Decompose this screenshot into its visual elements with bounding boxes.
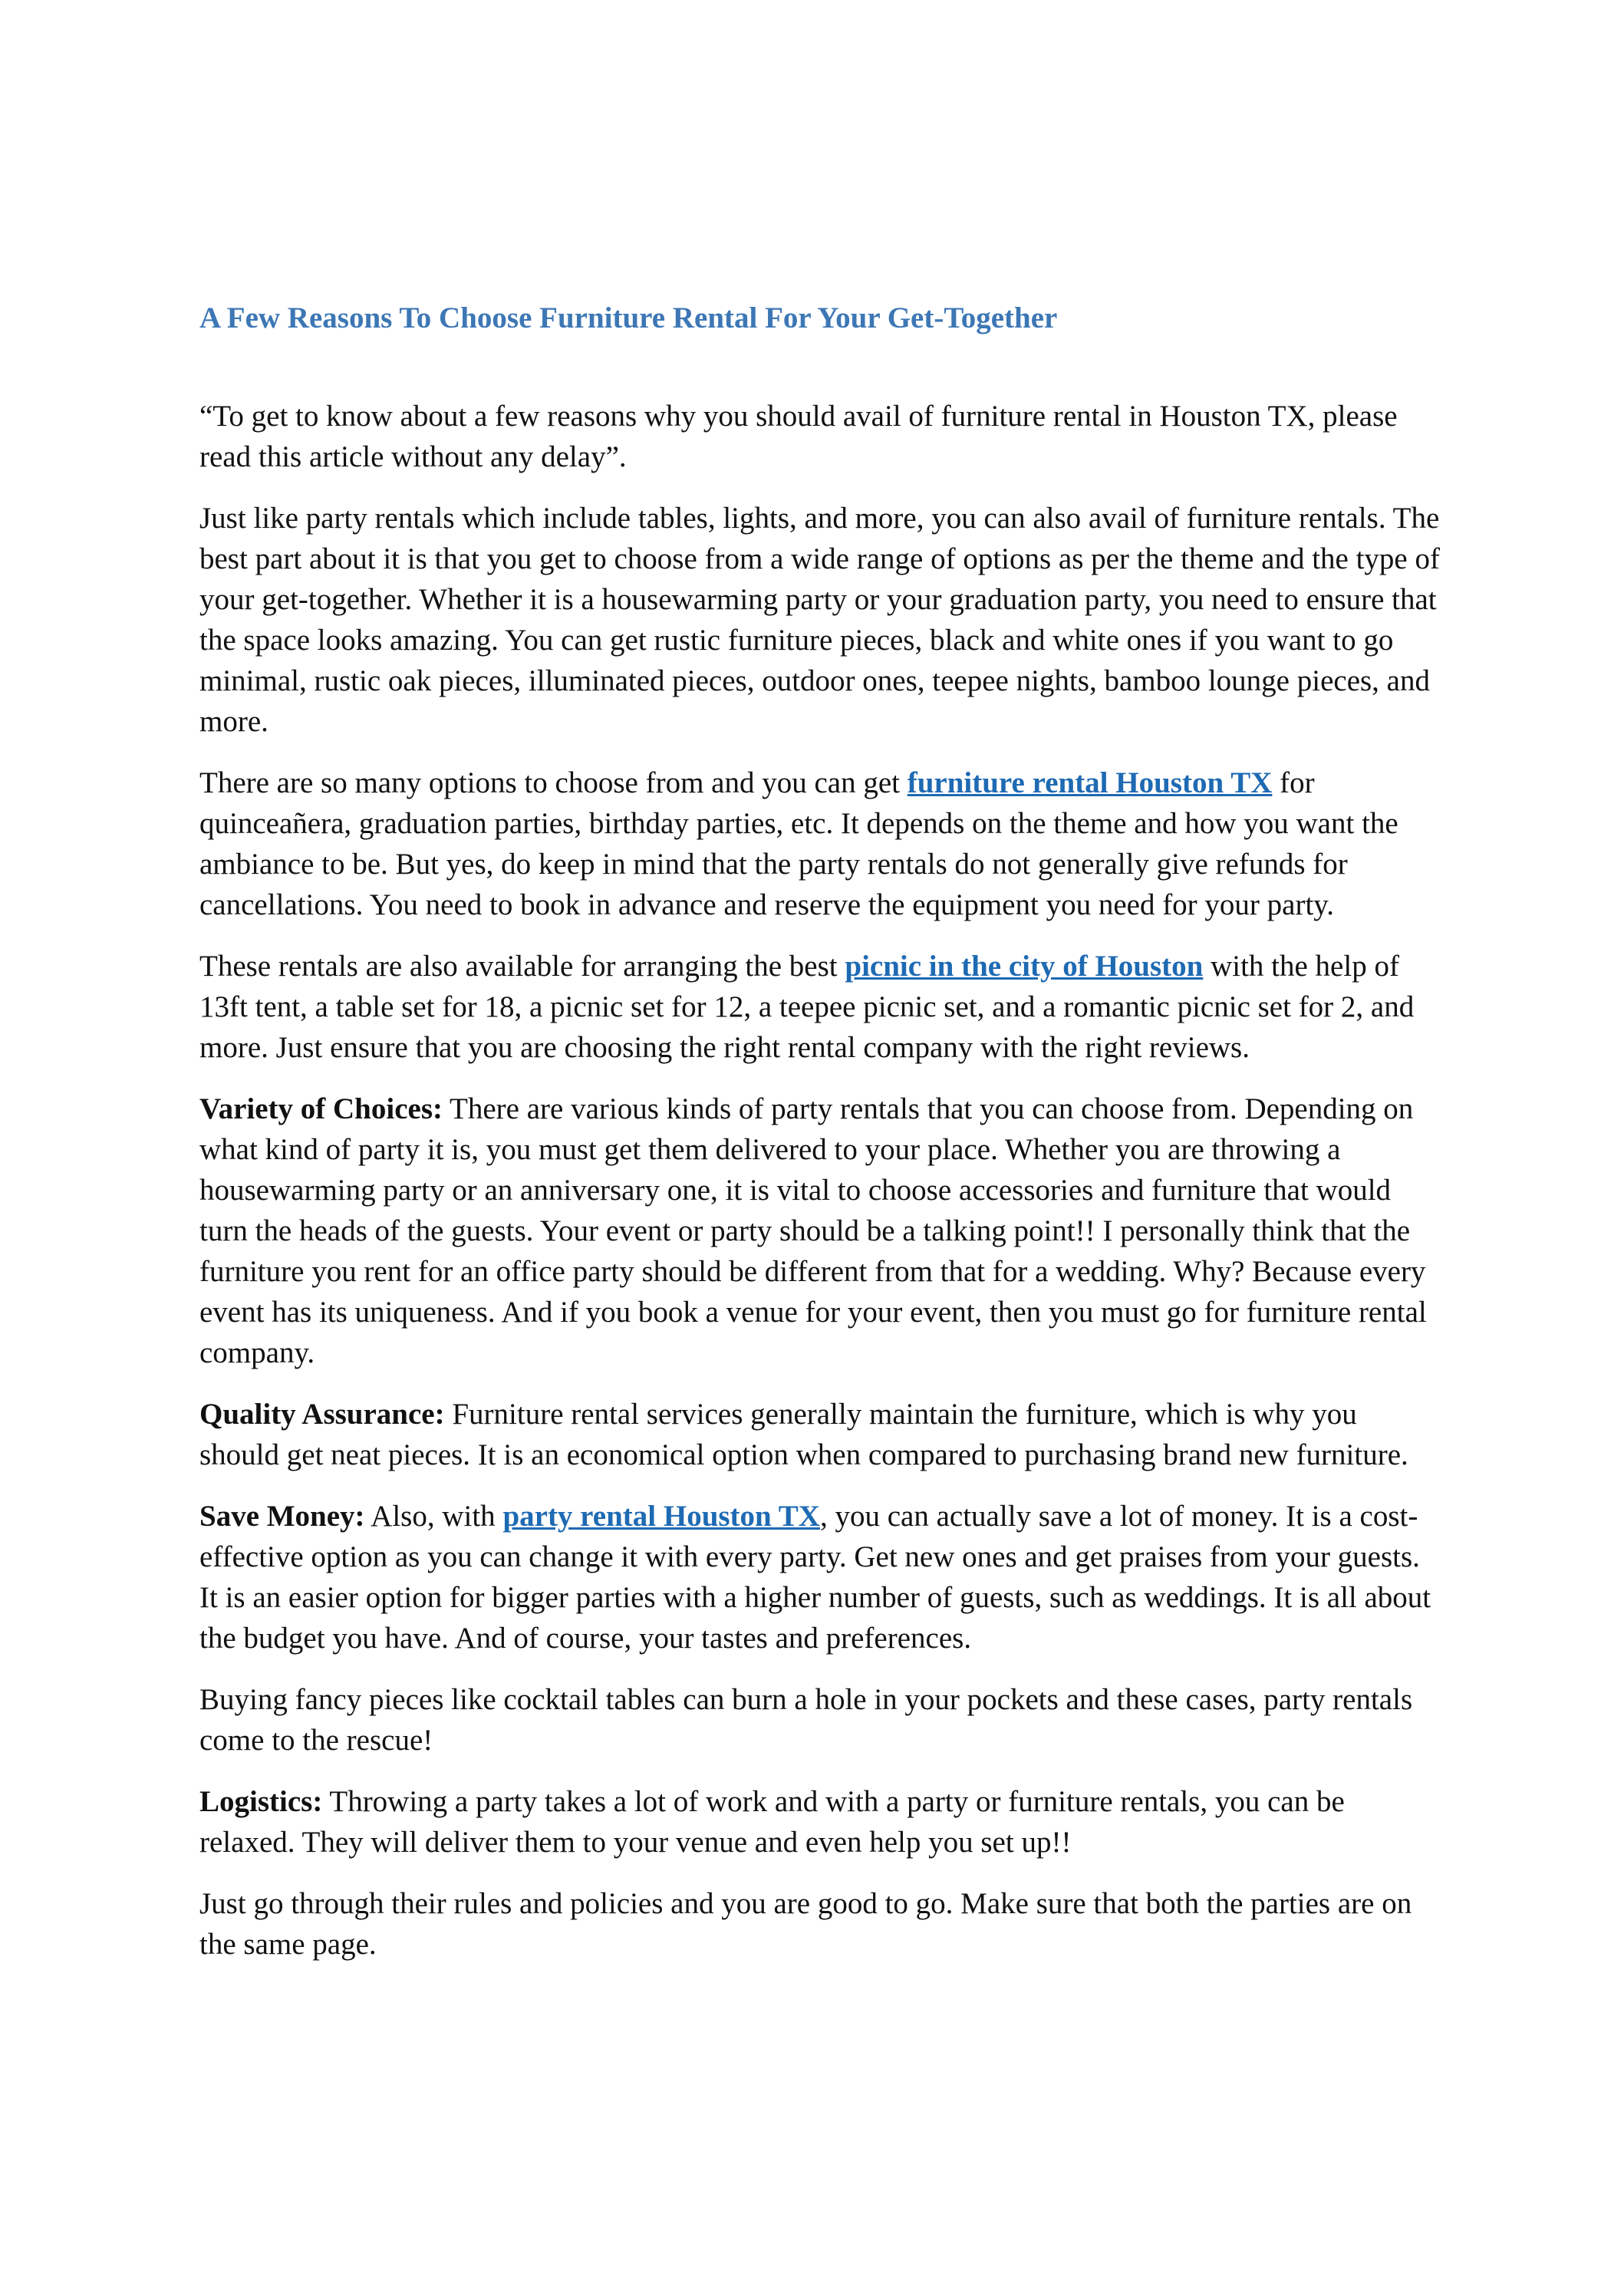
paragraph-fancy-pieces [199, 1679, 1442, 1761]
paragraph-text: There are so many options to choose from and you can get [199, 766, 908, 799]
paragraph-text: There are various kinds of party rentals that you can choose from. Depending on what kind of party it is, you must get them delivered to your place. Whether you are throwing a housewarming party or an anniversary one, it is vital to choose accessories and furniture that would turn the heads of the guests. Your event or party should be a talking point!! I personally think that the furniture you rent for an office party should be different from that for a wedding. Why? Because every event has its uniqueness. And if you book a venue for your event, then you must go for furniture rental company. [199, 1092, 1427, 1369]
intro-text: “To get to know about a few reasons why you should avail of furniture rental in Houston TX, please read this article without any delay”. [199, 400, 1398, 473]
document-page [199, 299, 1442, 1985]
link-furniture-rental-houston[interactable]: furniture rental Houston TX [907, 766, 1273, 799]
paragraph-quality [199, 1394, 1442, 1475]
paragraph-text: for quinceañera, graduation parties, birthday parties, etc. It depends on the theme and how you want the ambiance to be. But yes, do keep in mind that the party rentals do not generally give refunds for cancellations. You need to book in advance and reserve the equipment you need for your party. [199, 766, 1398, 921]
link-party-rental-houston[interactable]: party rental Houston TX [502, 1500, 820, 1533]
paragraph-text: Buying fancy pieces like cocktail tables can burn a hole in your pockets and these cases, party rentals come to the rescue! [199, 1683, 1413, 1757]
paragraph-text: Furniture rental services generally maintain the furniture, which is why you should get neat pieces. It is an economical option when compared to purchasing brand new furniture. [199, 1398, 1408, 1471]
paragraph-text: with the help of 13ft tent, a table set for 18, a picnic set for 12, a teepee picnic set, and a romantic picnic set for 2, and more. Just ensure that you are choosing the right rental company with the right reviews. [199, 950, 1415, 1064]
link-picnic-houston[interactable]: picnic in the city of Houston [845, 950, 1204, 983]
paragraph-label: Save Money: [199, 1500, 365, 1533]
paragraph-options [199, 763, 1442, 925]
paragraph-text: Throwing a party takes a lot of work and with a party or furniture rentals, you can be relaxed. They will deliver them to your venue and even help you set up!! [199, 1785, 1345, 1859]
paragraph-label: Logistics: [199, 1785, 323, 1818]
document-title: A Few Reasons To Choose Furniture Rental For Your Get-Together [199, 301, 1058, 334]
paragraph-picnic [199, 946, 1442, 1068]
paragraph-text: Just go through their rules and policies and you are good to go. Make sure that both the parties are on the same page. [199, 1887, 1412, 1961]
paragraph-logistics [199, 1781, 1442, 1863]
paragraph-closing [199, 1883, 1442, 1965]
paragraph-text: Just like party rentals which include tables, lights, and more, you can also avail of furniture rentals. The best part about it is that you get to choose from a wide range of options as per the theme and the type of your get-together. Whether it is a housewarming party or your graduation party, you need to ensure that the space looks amazing. You can get rustic furniture pieces, black and white ones if you want to go minimal, rustic oak pieces, illuminated pieces, outdoor ones, teepee nights, bamboo lounge pieces, and more. [199, 502, 1440, 738]
paragraph-variety [199, 1089, 1442, 1373]
paragraph-text: , you can actually save a lot of money. It is a cost-effective option as you can change it with every party. Get new ones and get praises from your guests. It is an easier option for bigger parties with a higher number of guests, such as weddings. It is all about the budget you have. And of course, your tastes and preferences. [199, 1500, 1431, 1655]
intro-paragraph [199, 396, 1442, 477]
paragraph-text: Also, with [364, 1500, 503, 1533]
paragraph-label: Variety of Choices: [199, 1092, 443, 1125]
paragraph-label: Quality Assurance: [199, 1398, 445, 1431]
paragraph-party-rentals [199, 498, 1442, 742]
paragraph-text: These rentals are also available for arranging the best [199, 950, 845, 983]
paragraph-save-money [199, 1496, 1442, 1659]
